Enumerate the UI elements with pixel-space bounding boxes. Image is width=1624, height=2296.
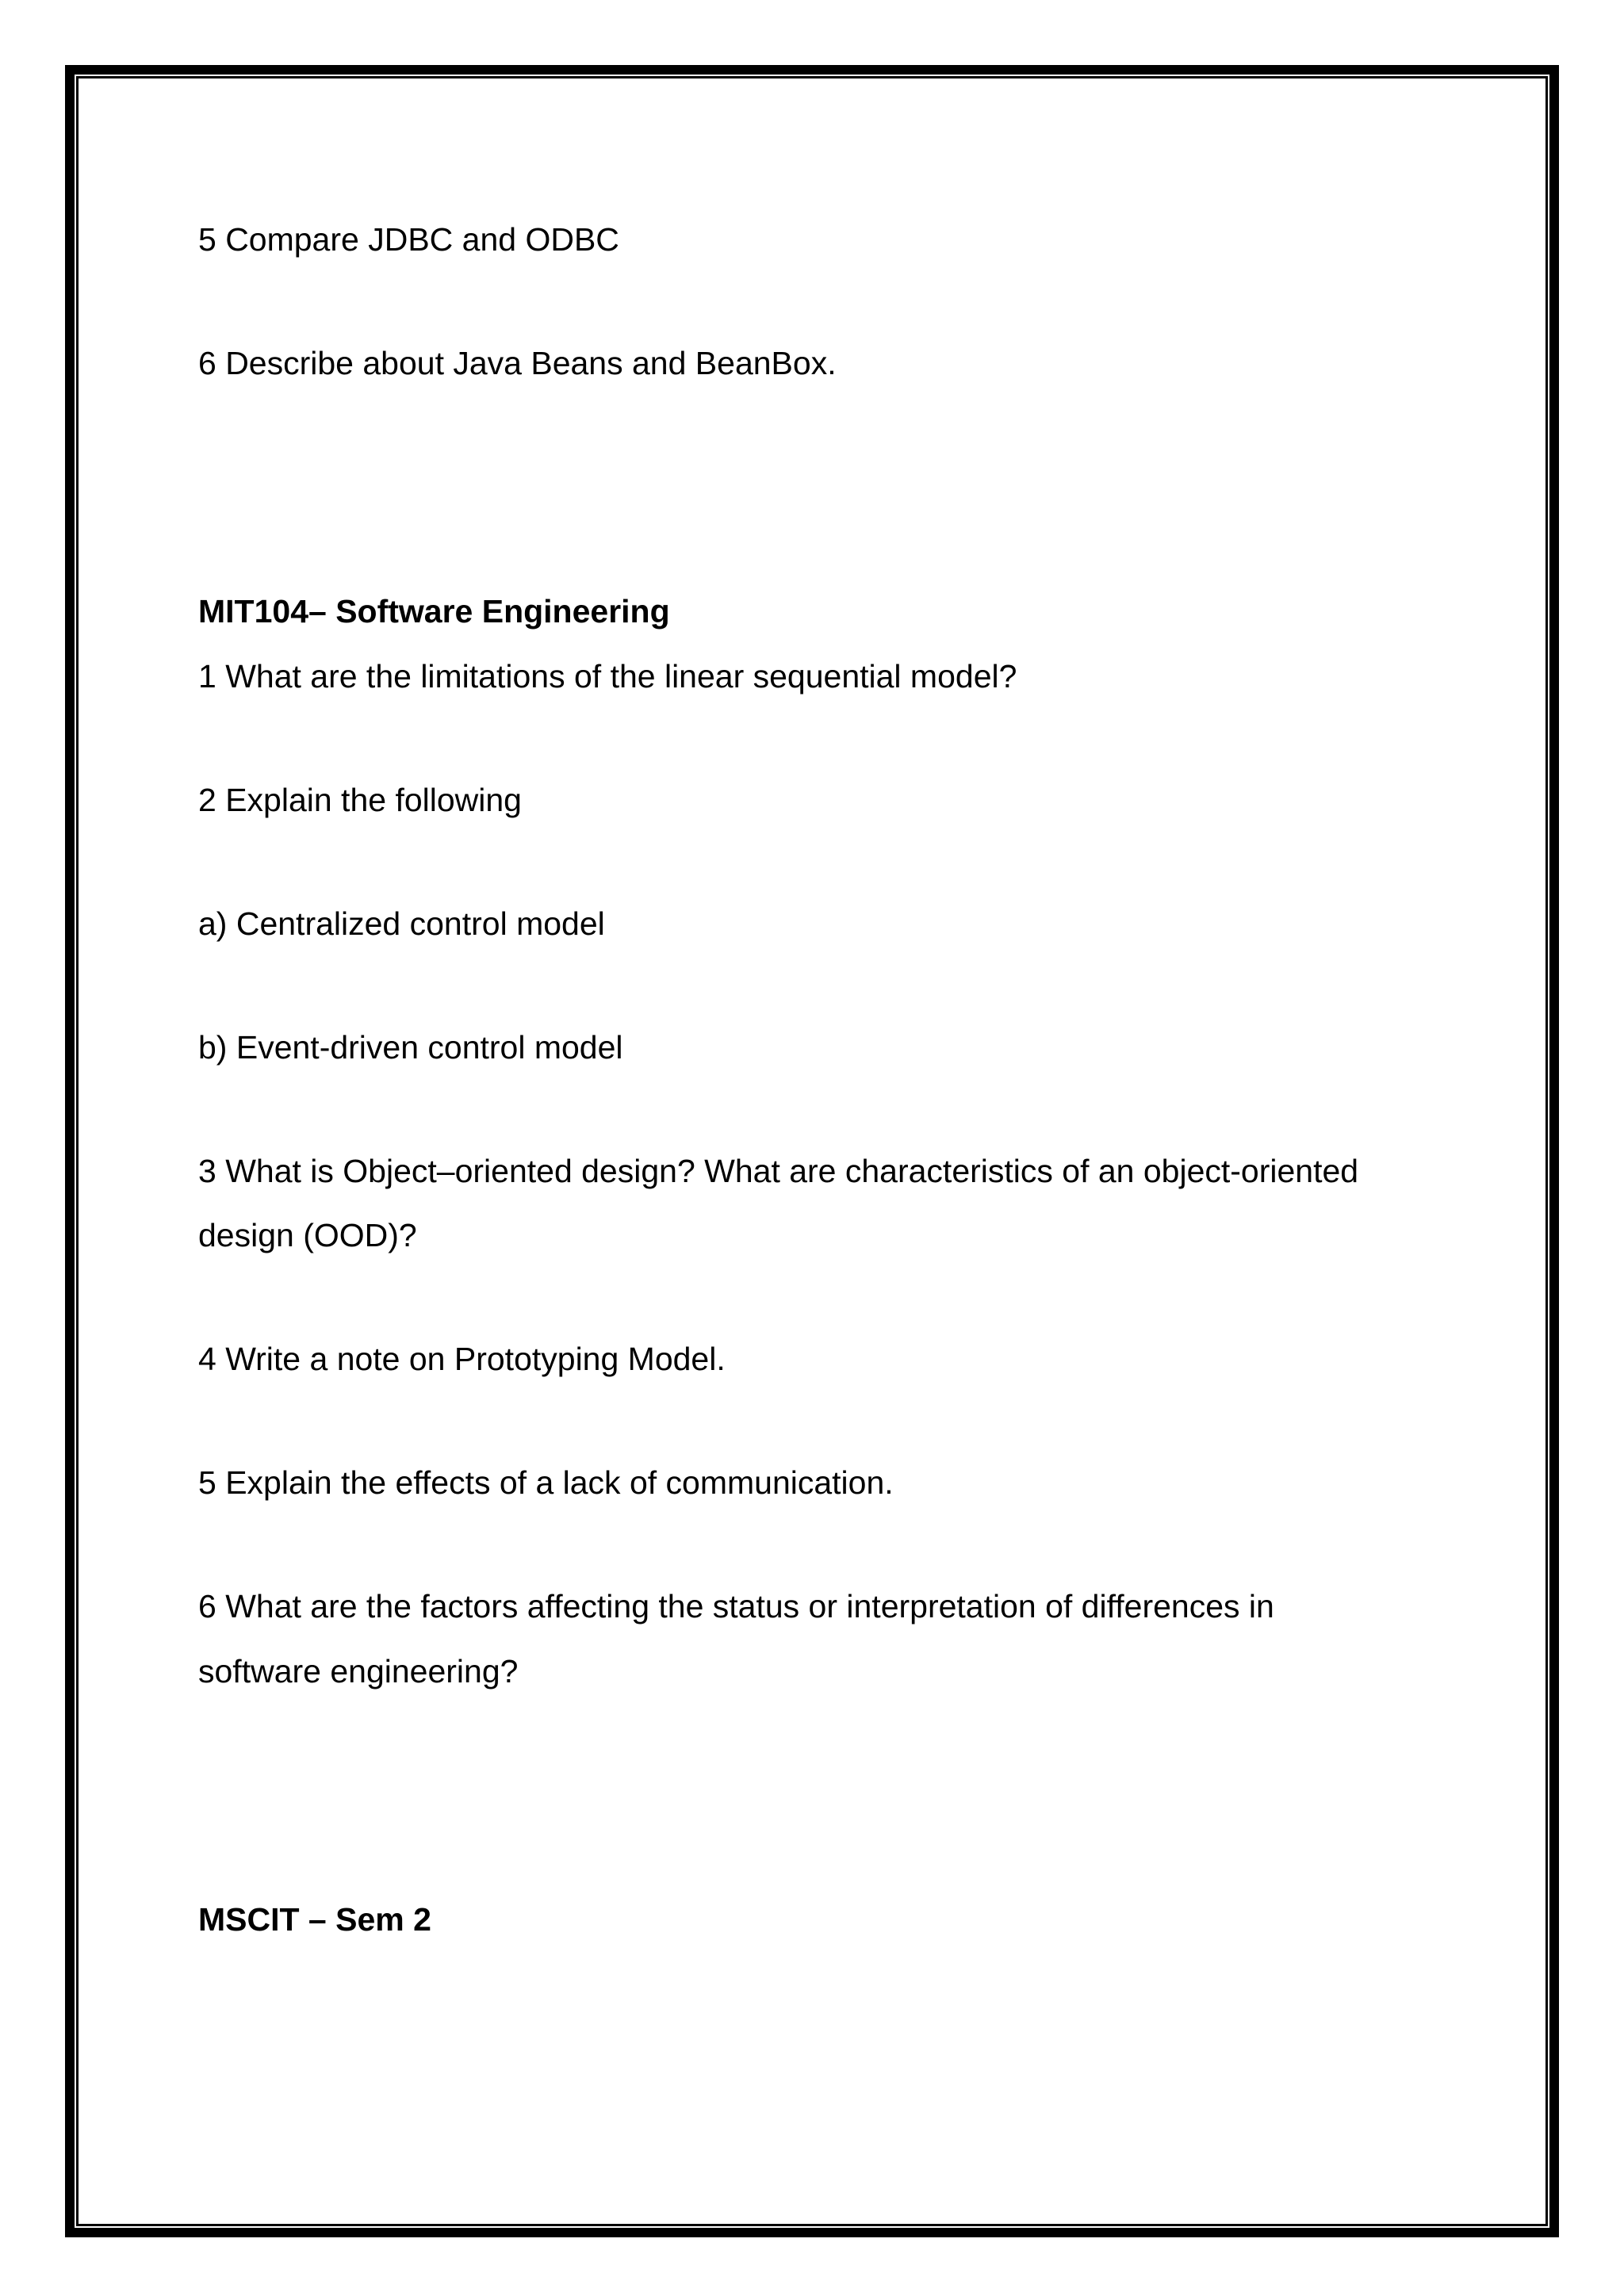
question-ood-line2: design (OOD)? xyxy=(198,1217,417,1253)
question-prototyping-model: 4 Write a note on Prototyping Model. xyxy=(198,1341,726,1377)
question-lack-of-communication: 5 Explain the effects of a lack of communication. xyxy=(198,1464,894,1501)
question-centralized-control: a) Centralized control model xyxy=(198,905,605,942)
question-factors-line2: software engineering? xyxy=(198,1653,519,1689)
section-heading-software-engineering: MIT104– Software Engineering xyxy=(198,593,670,629)
question-linear-sequential-model: 1 What are the limitations of the linear sequential model? xyxy=(198,658,1017,695)
question-explain-following: 2 Explain the following xyxy=(198,782,522,818)
question-jdbc-odbc: 5 Compare JDBC and ODBC xyxy=(198,221,619,258)
question-event-driven-control: b) Event-driven control model xyxy=(198,1029,623,1066)
question-factors-line1: 6 What are the factors affecting the status or interpretation of differences in xyxy=(198,1588,1274,1624)
question-ood-line1: 3 What is Object–oriented design? What are characteristics of an object-oriented xyxy=(198,1153,1359,1189)
section-heading-mscit-sem2: MSCIT – Sem 2 xyxy=(198,1901,431,1938)
question-java-beans: 6 Describe about Java Beans and BeanBox. xyxy=(198,345,837,381)
